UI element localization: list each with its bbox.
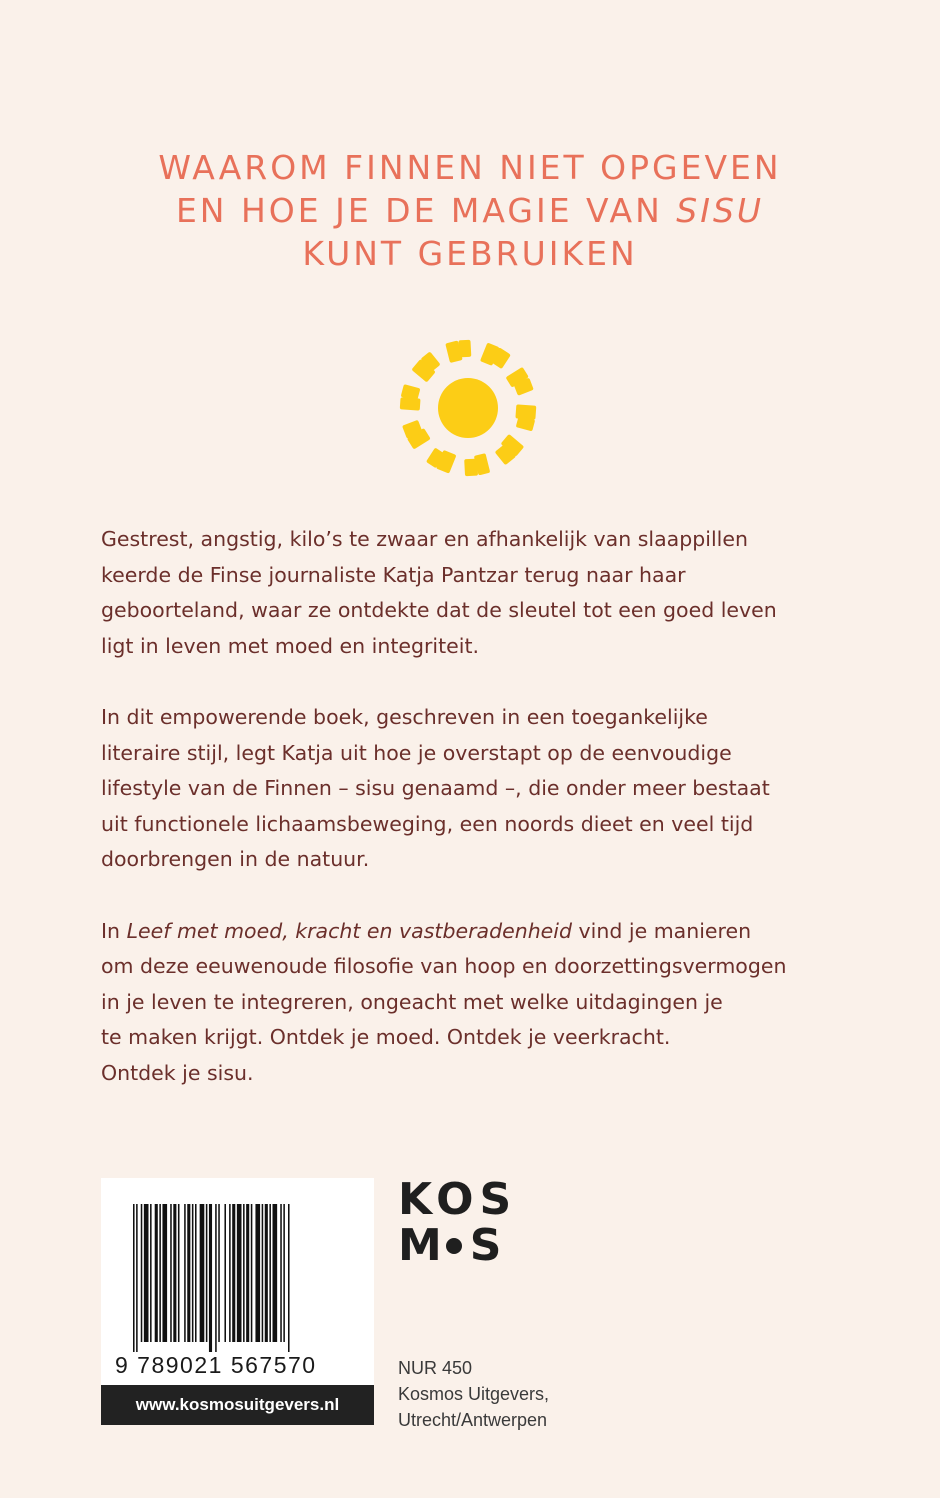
paragraph-3-text: vind je manieren: [572, 918, 752, 943]
logo-row-2: [398, 1220, 528, 1271]
barcode-bar: [187, 1204, 190, 1342]
kosmos-logo: [398, 1174, 528, 1271]
barcode-bar: [209, 1204, 212, 1352]
headline-line-2: [0, 189, 940, 232]
sun-ray: [464, 459, 478, 477]
barcode-bar: [159, 1204, 161, 1342]
barcode-bar: [192, 1204, 194, 1342]
barcode-bar: [288, 1204, 290, 1352]
publisher-city: Utrecht/Antwerpen: [398, 1410, 548, 1430]
barcode-bar: [150, 1204, 152, 1342]
barcode-bar: [269, 1204, 271, 1342]
publisher-name: Kosmos Uitgevers,: [398, 1384, 550, 1404]
paragraph-2-line: In dit empowerende boek, geschreven in een toegankelijke: [101, 705, 708, 729]
paragraph-1-line: keerde de Finse journaliste Katja Pantzar terug naar haar: [101, 562, 686, 587]
headline: [0, 146, 940, 275]
barcode-bar: [173, 1204, 176, 1342]
headline-line-2-text: EN HOE JE DE MAGIE VAN: [175, 191, 677, 230]
barcode-bar: [178, 1204, 180, 1342]
sun-core: [438, 378, 498, 438]
logo-row-1: KOS: [398, 1174, 518, 1225]
barcode-bar: [215, 1204, 217, 1352]
barcode-bar: [232, 1204, 235, 1342]
barcode-bar: [206, 1204, 208, 1342]
barcode-bar: [283, 1204, 285, 1342]
logo-letter-s: S: [469, 1220, 508, 1271]
barcode-bar: [133, 1204, 135, 1352]
paragraph-3-line: Ontdek je sisu.: [101, 1060, 254, 1085]
barcode-bar: [162, 1204, 167, 1342]
isbn-number: 9 789021 567570: [115, 1352, 317, 1378]
publisher-info: [398, 1355, 549, 1433]
barcode-bar: [273, 1204, 278, 1342]
paragraph-2: [101, 700, 861, 878]
paragraph-1-line: ligt in leven met moed en integriteit.: [101, 633, 480, 658]
logo-dot-icon: [446, 1238, 462, 1254]
barcode-bar: [280, 1204, 282, 1342]
paragraph-2-line: lifestyle van de Finnen – sisu genaamd –, die onder meer bestaat: [101, 776, 770, 800]
barcode-bar: [136, 1204, 138, 1352]
paragraph-3: [101, 914, 861, 1092]
barcode-bar: [218, 1204, 220, 1342]
sun-icon: [393, 333, 543, 483]
paragraph-1-line: geboorteland, waar ze ontdekte dat de sleutel tot een goed leven: [101, 598, 777, 622]
paragraph-1: [101, 522, 861, 664]
barcode-bar: [170, 1204, 172, 1342]
headline-line-1: WAAROM FINNEN NIET OPGEVEN: [158, 148, 782, 187]
paragraph-3-line: om deze eeuwenoude filosofie van hoop en doorzettingsvermogen: [101, 954, 787, 978]
barcode-bar: [155, 1204, 158, 1342]
barcode-bar: [195, 1204, 197, 1342]
barcode-bar: [237, 1204, 242, 1342]
paragraph-3-line: in je leven te integreren, ongeacht met welke uitdagingen je: [101, 989, 723, 1014]
barcode-bar: [200, 1204, 205, 1342]
paragraph-3-line: [101, 914, 861, 950]
blurb: [101, 522, 861, 1127]
barcode-bar: [255, 1204, 260, 1342]
website-url: www.kosmosuitgevers.nl: [135, 1395, 340, 1414]
barcode-bar: [184, 1204, 186, 1342]
nur-code: NUR 450: [398, 1358, 473, 1378]
headline-line-3: KUNT GEBRUIKEN: [302, 234, 638, 273]
paragraph-3-line: te maken krijgt. Ontdek je moed. Ontdek je veerkracht.: [101, 1025, 671, 1049]
barcode-bar: [224, 1204, 226, 1342]
barcode-bar: [251, 1204, 253, 1342]
barcode: [133, 1204, 348, 1352]
headline-sisu-italic: SISU: [676, 191, 765, 230]
paragraph-3-text: In: [101, 918, 127, 943]
paragraph-1-line: Gestrest, angstig, kilo’s te zwaar en afhankelijk van slaappillen: [101, 527, 748, 551]
barcode-label: [101, 1178, 374, 1425]
paragraph-2-line: doorbrengen in de natuur.: [101, 847, 370, 871]
barcode-bar: [246, 1204, 249, 1342]
barcode-bar: [229, 1204, 231, 1342]
barcode-bar: [265, 1204, 268, 1342]
logo-letter-m: M: [398, 1220, 442, 1271]
website-bar: [101, 1385, 374, 1425]
barcode-bar: [141, 1204, 143, 1342]
paragraph-2-line: literaire stijl, legt Katja uit hoe je overstapt op de eenvoudige: [101, 740, 732, 765]
book-title-italic: Leef met moed, kracht en vastberadenheid: [126, 918, 573, 943]
barcode-bar: [144, 1204, 149, 1342]
barcode-bar: [243, 1204, 245, 1342]
paragraph-2-line: uit functionele lichaamsbeweging, een noords dieet en veel tijd: [101, 811, 754, 836]
barcode-bar: [262, 1204, 264, 1342]
